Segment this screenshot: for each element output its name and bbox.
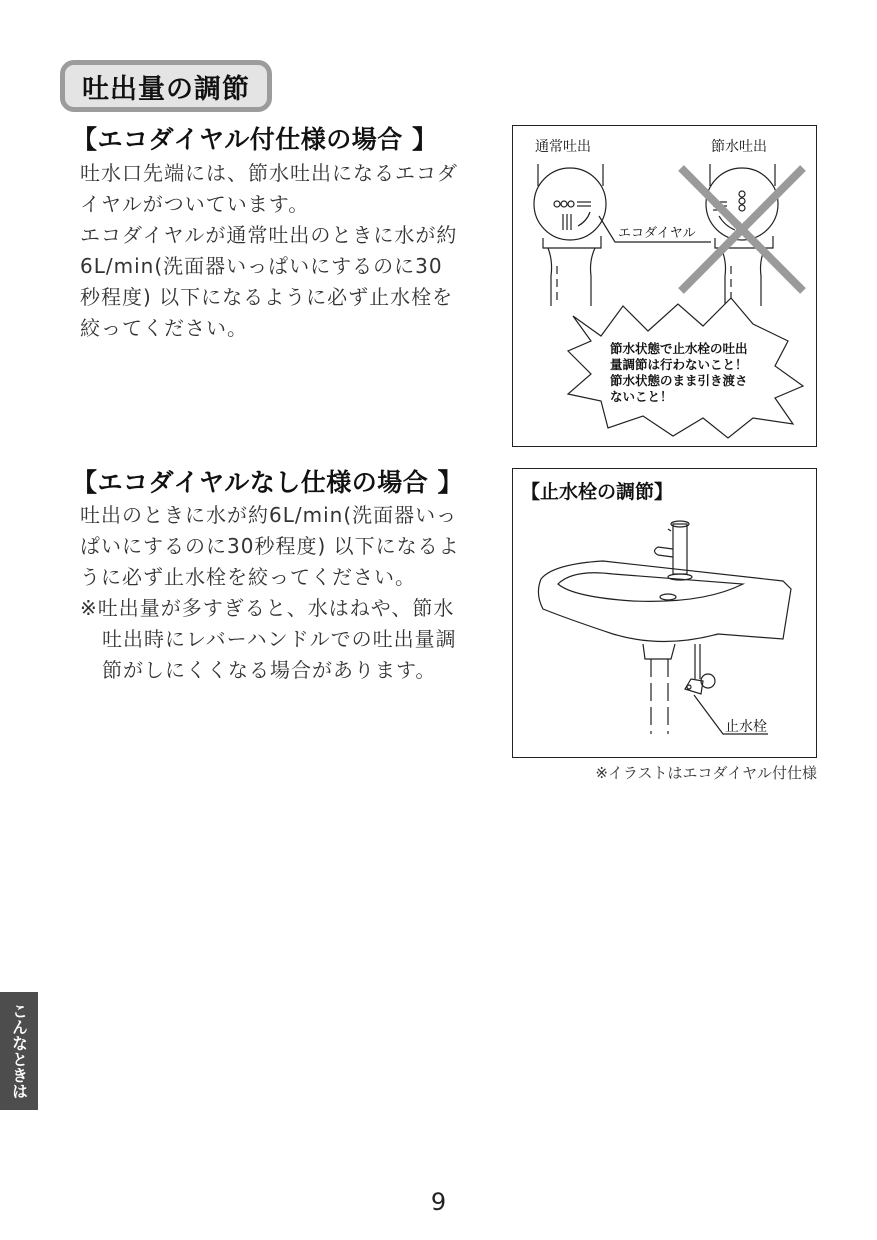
stop-valve-callout: 止水栓 (725, 719, 767, 735)
page-title: 吐出量の調節 (60, 60, 272, 112)
washbasin-illustration (513, 469, 818, 759)
warning-line: ないこと！ (610, 389, 673, 404)
note: ※吐出量が多すぎると、水はねや、節水吐出時にレバーハンドルでの吐出量調節がしにくくなる場合があります。 (80, 596, 457, 682)
figure-eco-dial (512, 125, 817, 447)
section-heading-no-eco-dial: 【エコダイヤルなし仕様の場合 】 (72, 468, 463, 497)
warning-line: 節水状態で止水栓の吐出 (610, 341, 748, 356)
paragraph: エコダイヤルが通常吐出のときに水が約6L/min(洗面器いっぱいにするのに30秒程度) 以下になるように必ず止水栓を絞ってください。 (80, 223, 458, 340)
page-number: 9 (430, 1188, 447, 1216)
label-normal-flow: 通常吐出 (535, 139, 591, 155)
paragraph: 吐水口先端には、節水吐出になるエコダイヤルがついています。 (80, 161, 458, 216)
section-body-no-eco-dial (80, 500, 460, 686)
side-index-tab: こんなときは (0, 992, 38, 1110)
warning-line: 量調節は行わないこと！ (610, 357, 748, 372)
figure-caption: ※イラストはエコダイヤル付仕様 (595, 764, 817, 782)
paragraph: 吐出のときに水が約6L/min(洗面器いっぱいにするのに30秒程度) 以下になるように必ず止水栓を絞ってください。 (80, 503, 460, 589)
label-water-saving-flow: 節水吐出 (711, 139, 767, 155)
figure-stop-valve (512, 468, 817, 758)
warning-line: 節水状態のまま引き渡さ (610, 373, 748, 388)
warning-text (610, 341, 780, 405)
section-body-eco-dial (80, 158, 460, 344)
eco-dial-callout: エコダイヤル (618, 226, 696, 241)
section-heading-eco-dial: 【エコダイヤル付仕様の場合 】 (72, 125, 438, 154)
figure-title: 【止水栓の調節】 (521, 481, 674, 503)
